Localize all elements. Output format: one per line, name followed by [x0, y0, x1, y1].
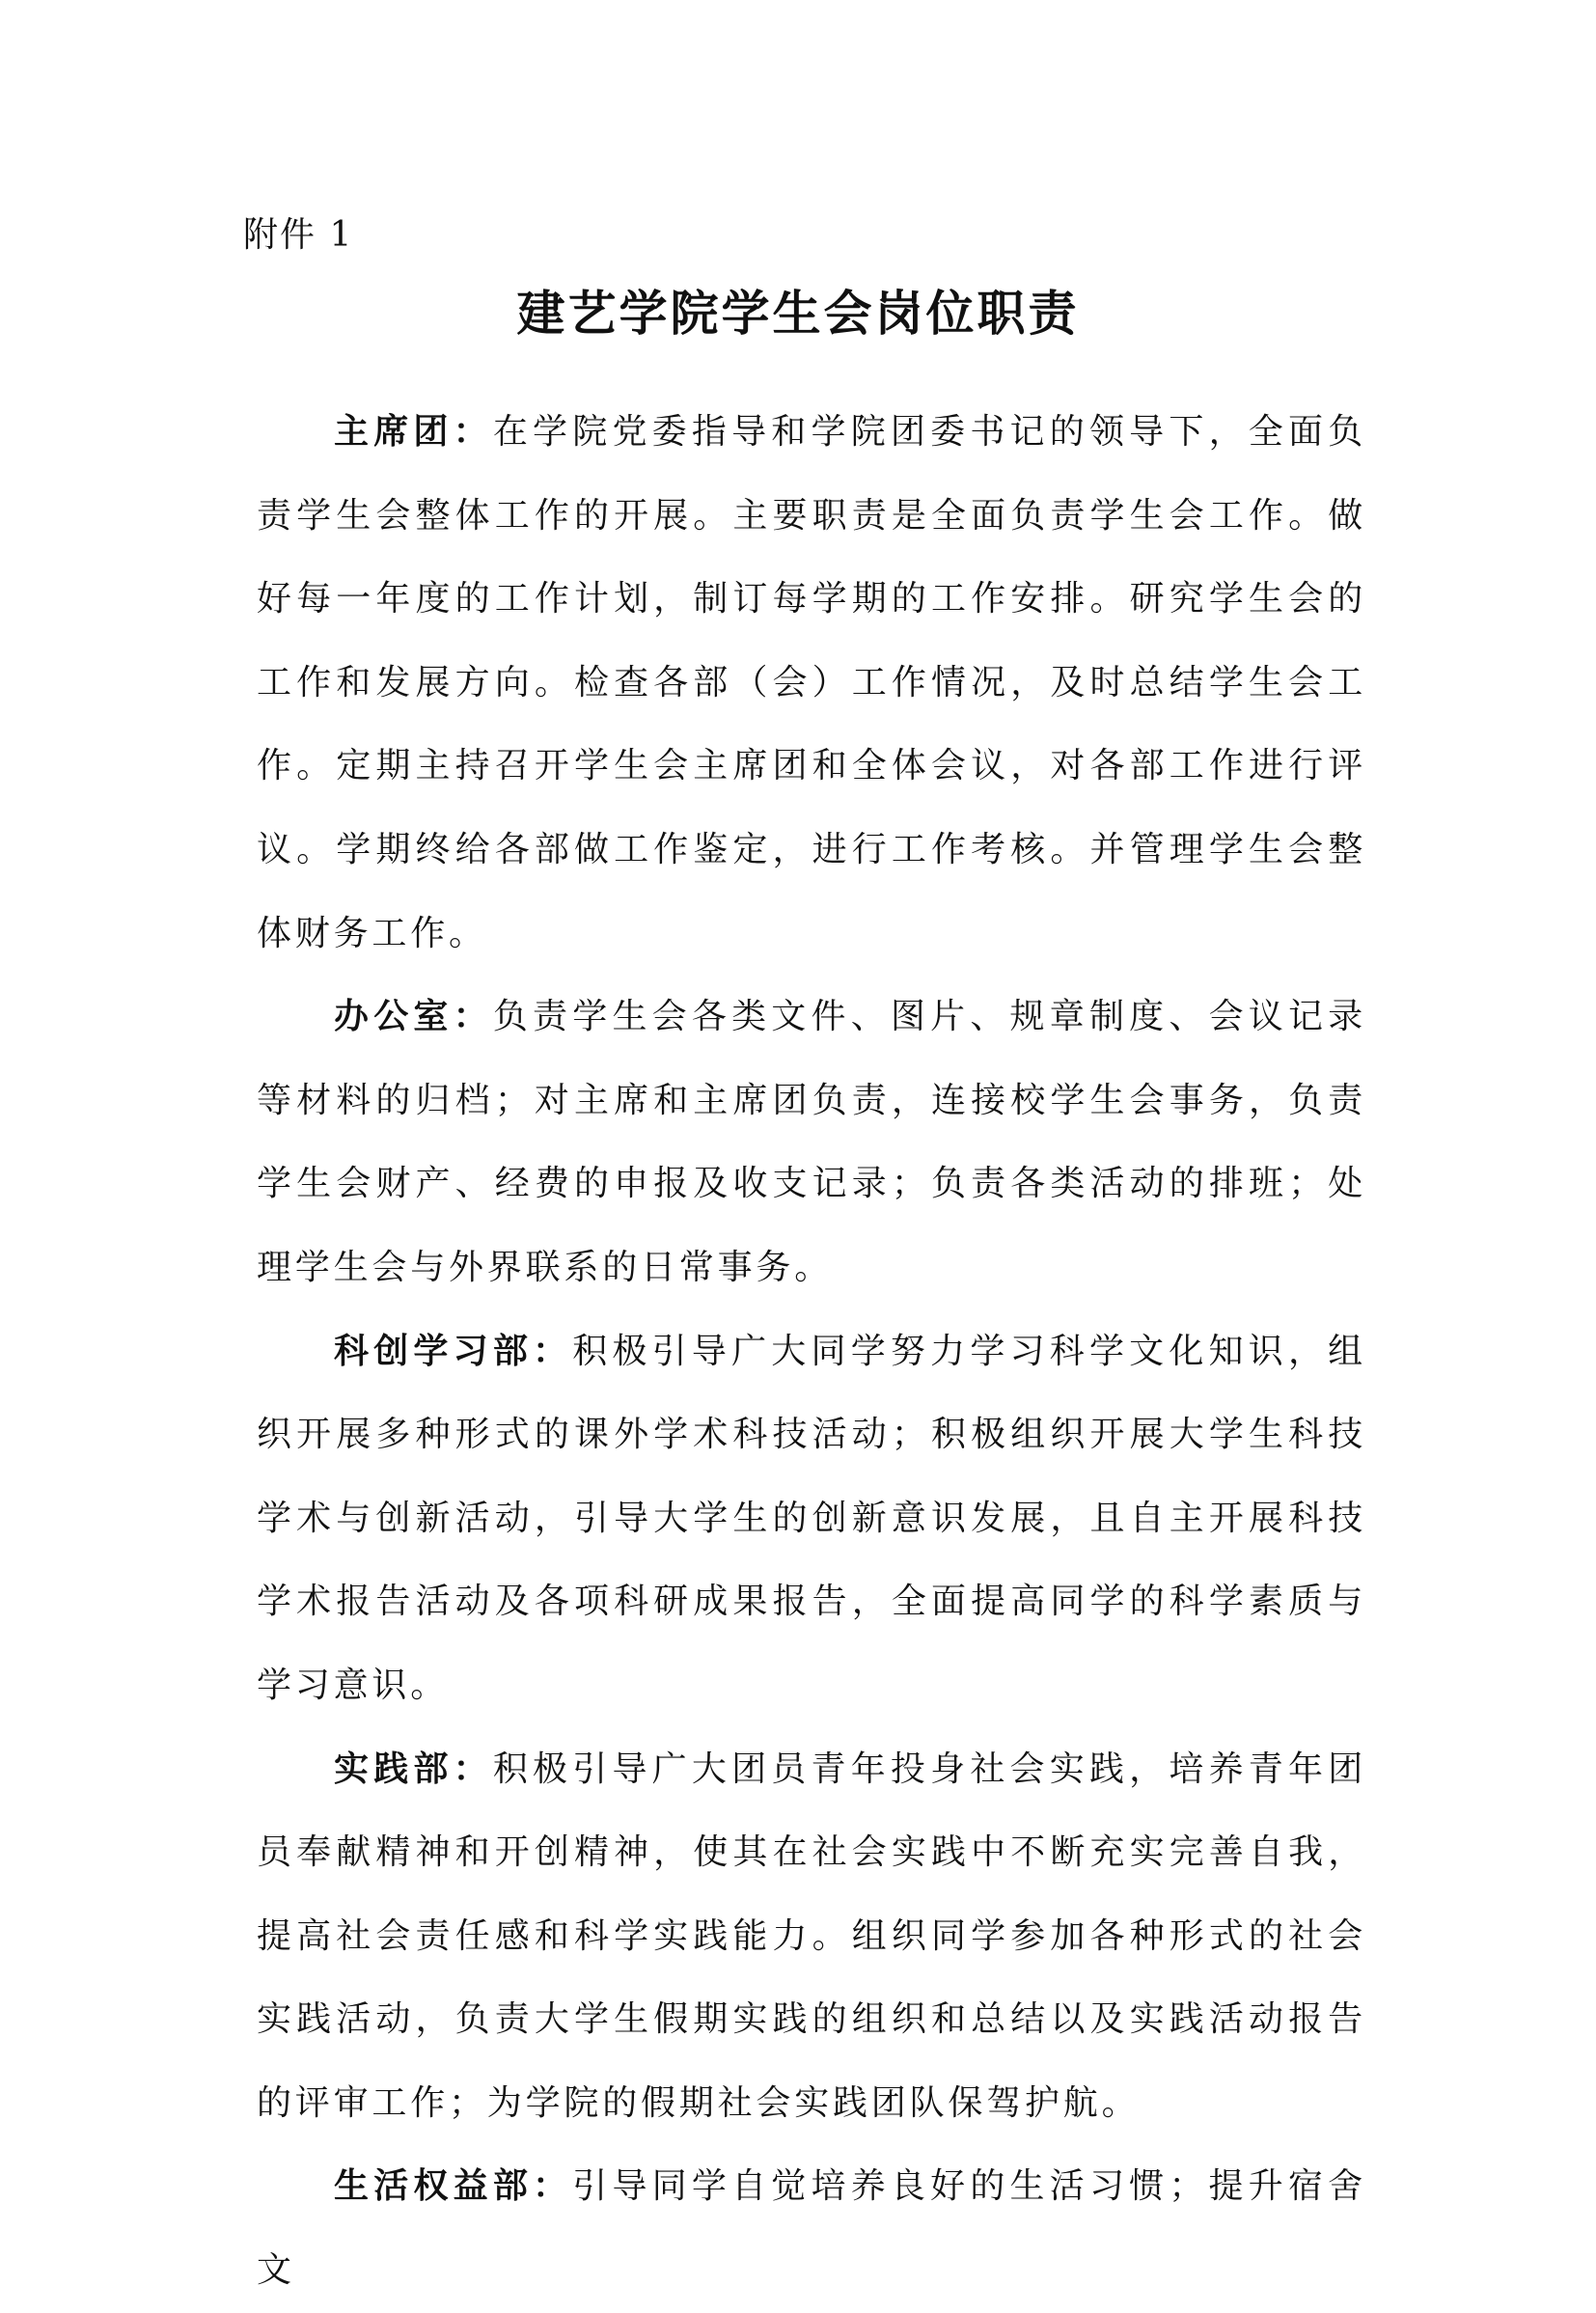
section-heading: 实践部：: [334, 1749, 493, 1789]
section-life-rights: [257, 2145, 1366, 2312]
section-text: 积极引导广大同学努力学习科学文化知识，组织开展多种形式的课外学术科技活动；积极组织开展大学生科技学术与创新活动，引导大学生的创新意识发展，且自主开展科技学术报告活动及各项科研成果报告，全面提高同学的科学素质与学习意识。: [257, 1331, 1366, 1705]
section-innovation-study: [257, 1310, 1366, 1728]
section-text: 引导同学自觉培养良好的生活习惯；提升宿舍文: [257, 2166, 1366, 2291]
document-body: [257, 391, 1366, 2313]
section-practice: [257, 1728, 1366, 2146]
attachment-label: 附件 1: [243, 215, 354, 255]
section-office: [257, 976, 1366, 1309]
document-title: 建艺学院学生会岗位职责: [516, 286, 1080, 342]
section-heading: 科创学习部：: [334, 1331, 573, 1371]
section-presidium: [257, 391, 1366, 976]
section-text: 在学院党委指导和学院团委书记的领导下，全面负责学生会整体工作的开展。主要职责是全面负责学生会工作。做好每一年度的工作计划，制订每学期的工作安排。研究学生会的工作和发展方向。检查各部（会）工作情况，及时总结学生会工作。定期主持召开学生会主席团和全体会议，对各部工作进行评议。学期终给各部做工作鉴定，进行工作考核。并管理学生会整体财务工作。: [257, 412, 1367, 953]
section-text: 积极引导广大团员青年投身社会实践，培养青年团员奉献精神和开创精神，使其在社会实践中不断充实完善自我，提高社会责任感和科学实践能力。组织同学参加各种形式的社会实践活动，负责大学生假期实践的组织和总结以及实践活动报告的评审工作；为学院的假期社会实践团队保驾护航。: [257, 1749, 1367, 2123]
section-text: 负责学生会各类文件、图片、规章制度、会议记录等材料的归档；对主席和主席团负责，连接校学生会事务，负责学生会财产、经费的申报及收支记录；负责各类活动的排班；处理学生会与外界联系的日常事务。: [257, 997, 1367, 1287]
section-heading: 生活权益部：: [334, 2166, 573, 2207]
section-heading: 主席团：: [334, 412, 493, 452]
section-heading: 办公室：: [334, 997, 493, 1037]
